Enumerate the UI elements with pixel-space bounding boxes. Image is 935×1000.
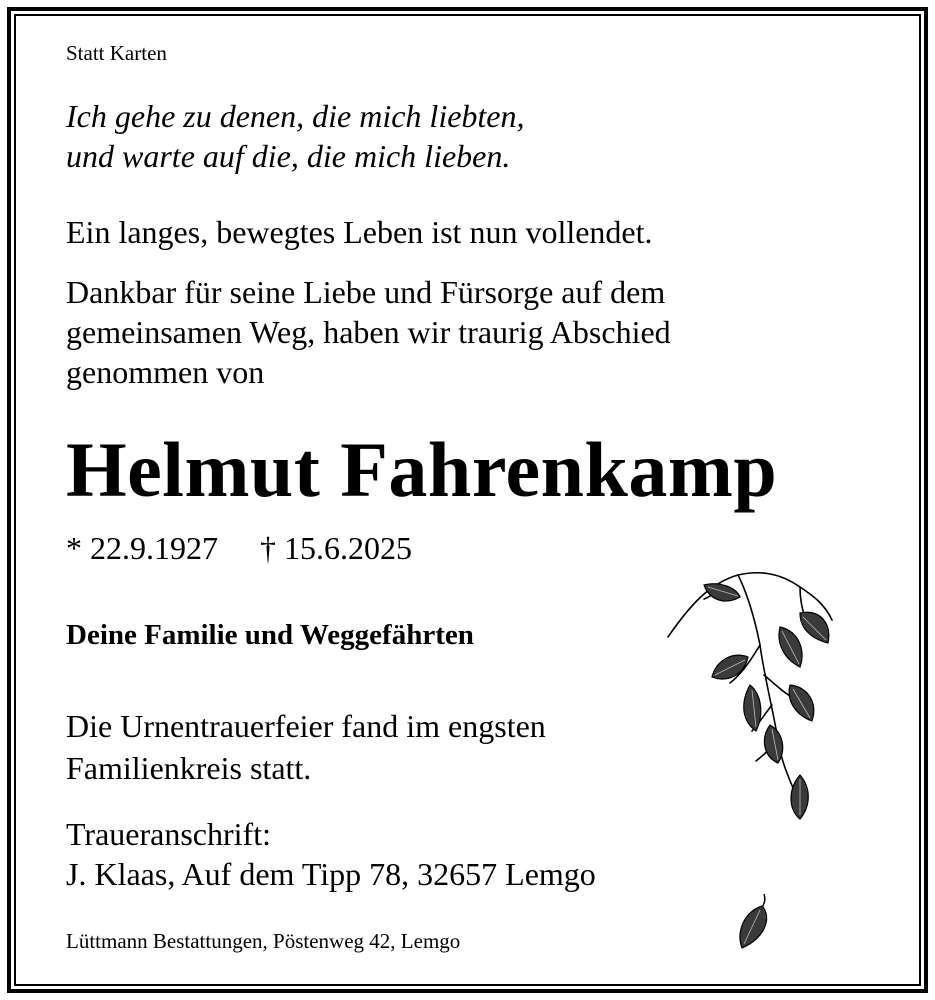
ceremony-line-2: Familienkreis statt.	[66, 750, 312, 786]
quote-line-2: und warte auf die, die mich lieben.	[66, 138, 511, 174]
leaf-icon	[730, 890, 775, 955]
thanks-line-1: Dankbar für seine Liebe und Fürsorge auf dem	[66, 274, 666, 310]
thanks-line-3: genommen von	[66, 354, 265, 390]
undertaker-text: Lüttmann Bestattungen, Pöstenweg 42, Lemgo	[66, 929, 461, 953]
family-signature: Deine Familie und Weggefährten	[66, 619, 474, 651]
thanks-line-2: gemeinsamen Weg, haben wir traurig Abschied	[66, 314, 671, 350]
quote-line-1: Ich gehe zu denen, die mich liebten,	[66, 98, 525, 134]
deceased-name: Helmut Fahrenkamp	[66, 426, 778, 513]
intro-text: Ein langes, bewegtes Leben ist nun vollendet.	[66, 214, 653, 250]
ceremony-line-1: Die Urnentrauerfeier fand im engsten	[66, 708, 546, 744]
death-date: † 15.6.2025	[260, 530, 412, 566]
birth-date: * 22.9.1927	[66, 530, 218, 566]
life-dates	[66, 528, 412, 568]
address-label: Traueranschrift:	[66, 816, 271, 852]
birch-branch-icon	[660, 565, 850, 835]
address-text: J. Klaas, Auf dem Tipp 78, 32657 Lemgo	[66, 856, 596, 892]
header-text: Statt Karten	[66, 41, 167, 65]
